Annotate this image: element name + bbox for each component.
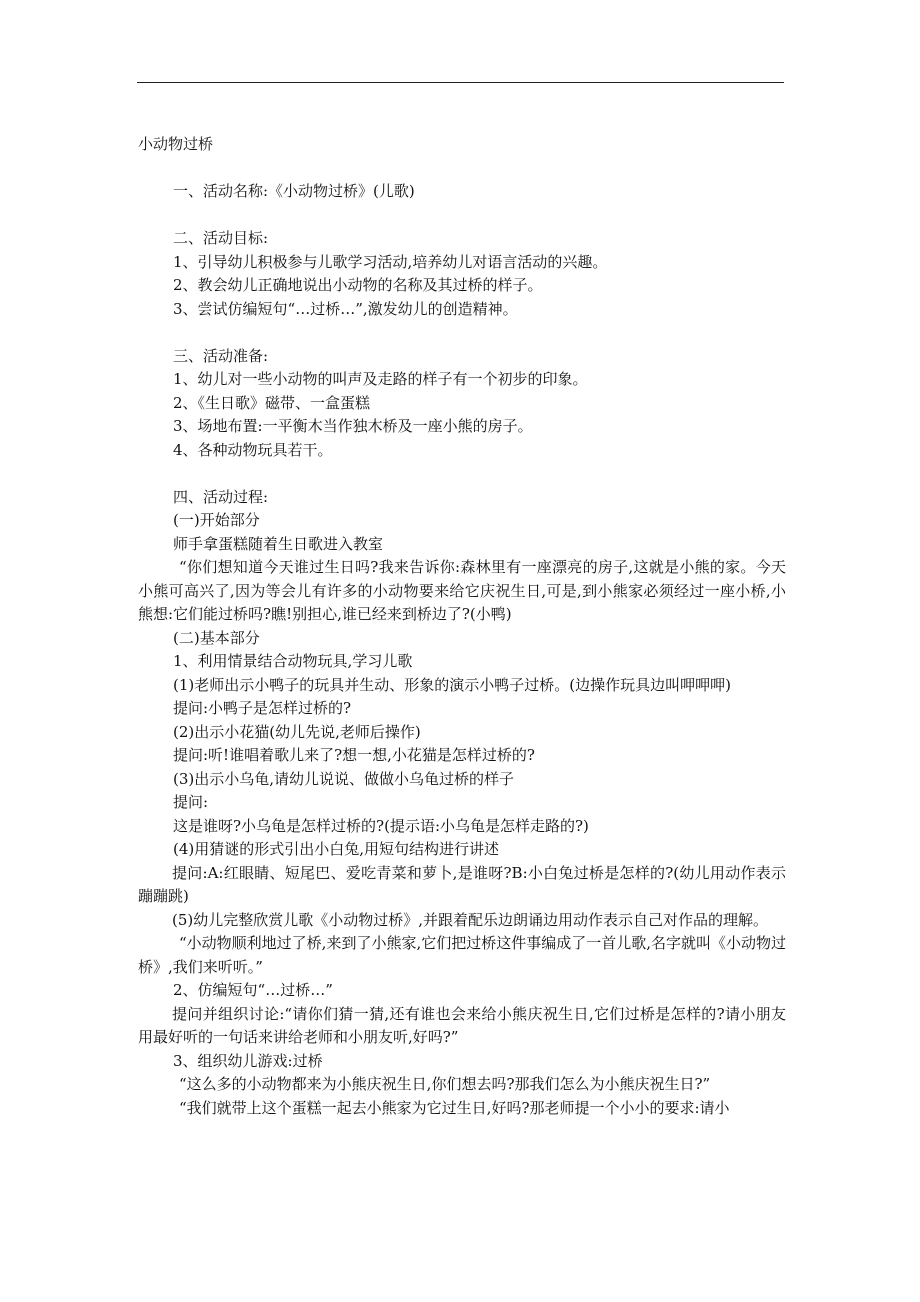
question: 提问:小鸭子是怎样过桥的?: [173, 699, 352, 717]
paragraph-quote: “小动物顺利地过了桥,来到了小熊家,它们把过桥这件事编成了一首儿歌,名字就叫《小动物过桥》,我们来听听。”: [138, 934, 786, 976]
header-rule: [137, 82, 784, 83]
step-item: (3)出示小乌龟,请幼儿说说、做做小乌龟过桥的样子: [173, 769, 515, 788]
goal-item: 3、尝试仿编短句“…过桥…”,激发幼儿的创造精神。: [173, 299, 518, 318]
question: 提问并组织讨论:“请你们猜一猜,还有谁也会来给小熊庆祝生日,它们过桥是怎样的?请小朋友用最好听的一句话来讲给老师和小朋友听,好吗?”: [138, 1004, 786, 1046]
subsection-opening: (一)开始部分: [173, 511, 260, 529]
paragraph-quote: “这么多的小动物都来为小熊庆祝生日,你们想去吗?那我们怎么为小熊庆祝生日?”: [179, 1075, 711, 1093]
subsection-basic: (二)基本部分: [173, 628, 260, 647]
prep-item: 2、《生日歌》磁带、一盒蛋糕: [173, 393, 371, 412]
question: 提问:A:红眼睛、短尾巴、爱吃青菜和萝卜,是谁呀?B:小白兔过桥是怎样的?(幼儿用动作表示蹦蹦跳): [138, 863, 786, 905]
prep-item: 1、幼儿对一些小动物的叫声及走路的样子有一个初步的印象。: [173, 370, 588, 388]
section-prep-heading: 三、活动准备:: [173, 346, 269, 365]
paragraph-quote: “你们想知道今天谁过生日吗?我来告诉你:森林里有一座漂亮的房子,这就是小熊的家。今天小熊可高兴了,因为等会儿有许多的小动物要来给它庆祝生日,可是,到小熊家必须经过一座小桥,小熊想:它们能过桥吗?瞧!别担心,谁已经来到桥边了?(小鸭): [138, 558, 786, 623]
step-item: (5)幼儿完整欣赏儿歌《小动物过桥》,并跟着配乐边朗诵边用动作表示自己对作品的理解。: [172, 910, 769, 929]
section-process-heading: 四、活动过程:: [173, 487, 269, 506]
step-heading: 1、利用情景结合动物玩具,学习儿歌: [173, 652, 413, 670]
question: 提问:听!谁唱着歌儿来了?想一想,小花猫是怎样过桥的?: [173, 746, 535, 764]
step-item: (1)老师出示小鸭子的玩具并生动、形象的演示小鸭子过桥。(边操作玩具边叫呷呷呷): [173, 675, 731, 694]
step-item: (4)用猜谜的形式引出小白兔,用短句结构进行讲述: [173, 840, 500, 858]
question: 提问:: [173, 793, 209, 811]
step-heading: 2、仿编短句“…过桥…”: [173, 981, 333, 999]
step-item: (2)出示小花猫(幼儿先说,老师后操作): [173, 722, 421, 741]
prep-item: 4、各种动物玩具若干。: [173, 440, 333, 459]
document-body: [138, 133, 786, 1120]
goal-item: 2、教会幼儿正确地说出小动物的名称及其过桥的样子。: [173, 276, 543, 294]
paragraph-quote: “我们就带上这个蛋糕一起去小熊家为它过生日,好吗?那老师提一个小小的要求:请小: [179, 1098, 730, 1117]
document-title: 小动物过桥: [138, 135, 214, 153]
prep-item: 3、场地布置:一平衡木当作独木桥及一座小熊的房子。: [173, 417, 533, 435]
section-activity-name: 一、活动名称:《小动物过桥》(儿歌): [173, 182, 415, 200]
question: 这是谁呀?小乌龟是怎样过桥的?(提示语:小乌龟是怎样走路的?): [173, 816, 589, 835]
section-goals-heading: 二、活动目标:: [173, 229, 269, 247]
step-heading: 3、组织幼儿游戏:过桥: [173, 1051, 323, 1070]
goal-item: 1、引导幼儿积极参与儿歌学习活动,培养幼儿对语言活动的兴趣。: [173, 252, 608, 271]
paragraph: 师手拿蛋糕随着生日歌进入教室: [173, 534, 384, 553]
